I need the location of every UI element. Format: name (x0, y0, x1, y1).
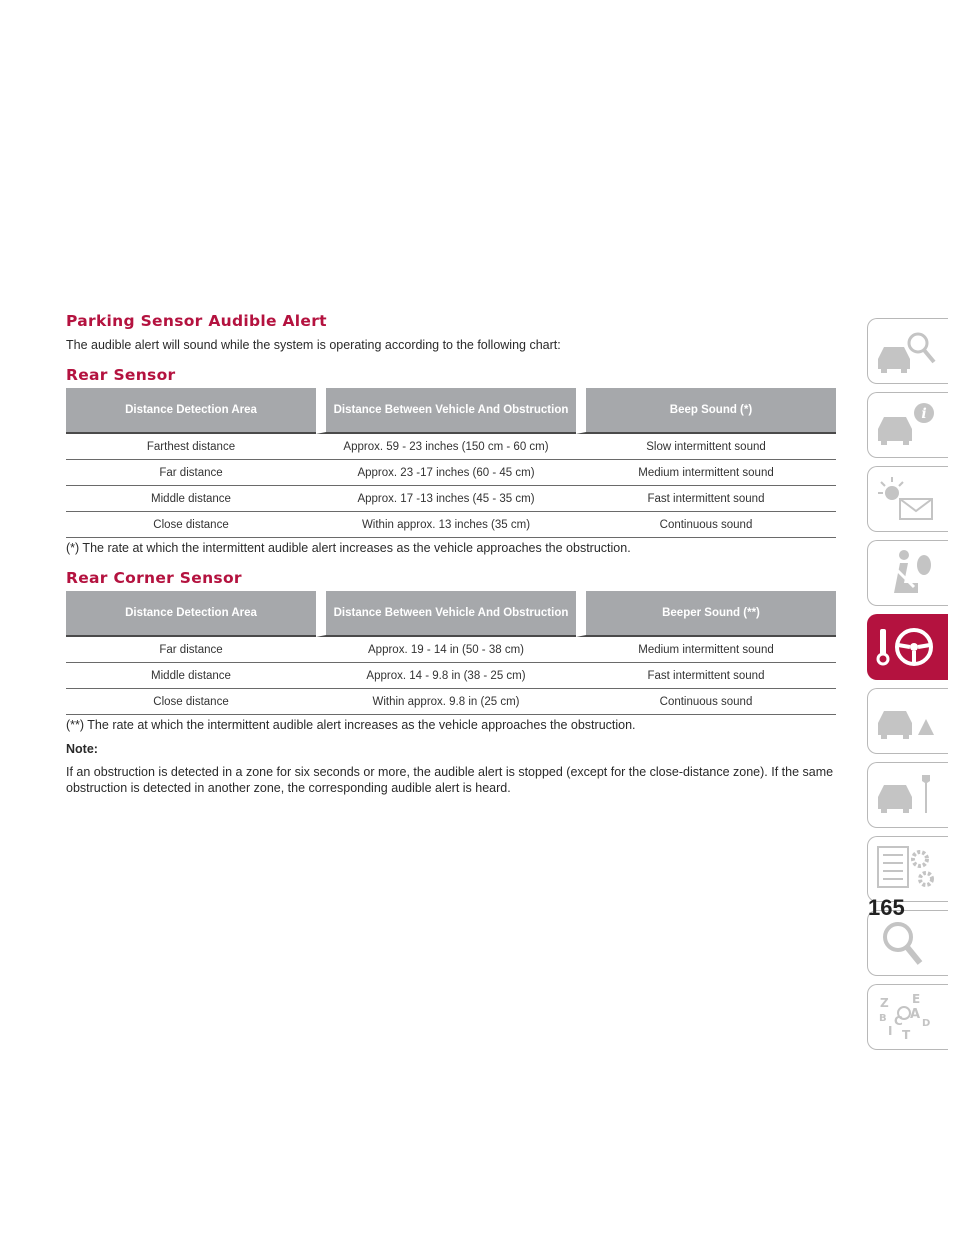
tab-starting-and-driving[interactable] (867, 614, 948, 680)
index-letter: T (902, 1028, 911, 1042)
rear-corner-sensor-footnote: (**) The rate at which the intermittent audible alert increases as the vehicle approaches the obstruction. (66, 718, 636, 732)
table-cell: Far distance (66, 460, 316, 486)
car-warning-icon (874, 695, 940, 747)
table-cell: Close distance (66, 512, 316, 538)
light-envelope-icon (874, 473, 940, 525)
column-header: Beeper Sound (**) (576, 591, 836, 637)
table-row (66, 460, 836, 486)
table-header-row (66, 591, 836, 637)
table-cell: Approx. 19 - 14 in (50 - 38 cm) (316, 637, 576, 663)
table-cell: Continuous sound (576, 512, 836, 538)
document-content (66, 312, 836, 796)
table-cell: Continuous sound (576, 689, 836, 715)
note-text: If an obstruction is detected in a zone for six seconds or more, the audible alert is stopped (except for the close-distance zone). If the same obstruction is detected in another zone, the corresponding audible alert is heard. (66, 765, 834, 795)
rear-corner-sensor-title: Rear Corner Sensor (66, 569, 242, 587)
tab-getting-to-know[interactable] (867, 392, 948, 458)
car-magnifier-icon (874, 325, 940, 377)
table-row (66, 434, 836, 460)
magnifier-icon (874, 917, 940, 969)
key-steering-wheel-icon (874, 621, 940, 673)
table-row (66, 512, 836, 538)
table-cell: Middle distance (66, 663, 316, 689)
tab-servicing-and-maintenance[interactable] (867, 762, 948, 828)
table-cell: Far distance (66, 637, 316, 663)
table-row (66, 486, 836, 512)
table-cell: Farthest distance (66, 434, 316, 460)
table-cell: Middle distance (66, 486, 316, 512)
intro-text: The audible alert will sound while the system is operating according to the following chart: (66, 338, 561, 352)
car-info-icon (874, 399, 940, 451)
column-header: Distance Detection Area (66, 388, 316, 434)
rear-sensor-title: Rear Sensor (66, 366, 176, 384)
page-number: 165 (868, 895, 905, 920)
index-letter: E (912, 992, 921, 1006)
index-letter: D (922, 1018, 931, 1029)
rear-sensor-footnote: (*) The rate at which the intermittent audible alert increases as the vehicle approaches the obstruction. (66, 541, 631, 555)
rear-corner-sensor-table (66, 591, 836, 715)
table-row (66, 663, 836, 689)
table-cell: Approx. 23 -17 inches (60 - 45 cm) (316, 460, 576, 486)
seat-airbag-icon (874, 547, 940, 599)
index-letter: B (879, 1013, 887, 1024)
table-cell: Close distance (66, 689, 316, 715)
list-gears-icon (874, 843, 940, 895)
tab-index[interactable] (867, 984, 948, 1050)
index-letters-icon (874, 991, 940, 1043)
table-cell: Approx. 59 - 23 inches (150 cm - 60 cm) (316, 434, 576, 460)
table-header-row (66, 388, 836, 434)
tab-in-case-of-emergency[interactable] (867, 688, 948, 754)
column-header: Distance Between Vehicle And Obstruction (316, 388, 576, 434)
column-header: Distance Between Vehicle And Obstruction (316, 591, 576, 637)
section-title: Parking Sensor Audible Alert (66, 312, 327, 330)
table-cell: Within approx. 9.8 in (25 cm) (316, 689, 576, 715)
table-cell: Within approx. 13 inches (35 cm) (316, 512, 576, 538)
table-cell: Fast intermittent sound (576, 663, 836, 689)
table-row (66, 689, 836, 715)
column-header: Beep Sound (*) (576, 388, 836, 434)
tab-warning-lights[interactable] (867, 466, 948, 532)
table-cell: Approx. 14 - 9.8 in (38 - 25 cm) (316, 663, 576, 689)
column-header: Distance Detection Area (66, 591, 316, 637)
index-letter: A (910, 1007, 921, 1022)
chapter-sidebar (867, 318, 948, 1058)
table-cell: Fast intermittent sound (576, 486, 836, 512)
svg-text:i: i (921, 406, 927, 422)
table-cell: Medium intermittent sound (576, 460, 836, 486)
index-letter: Z (880, 996, 889, 1010)
car-wrench-icon (874, 769, 940, 821)
table-cell: Approx. 17 -13 inches (45 - 35 cm) (316, 486, 576, 512)
tab-technical-specifications[interactable] (867, 836, 948, 902)
tab-instrument-panel[interactable] (867, 318, 948, 384)
note-label: Note: (66, 742, 98, 756)
tab-safety[interactable] (867, 540, 948, 606)
table-cell: Medium intermittent sound (576, 637, 836, 663)
index-letter: C (894, 1014, 903, 1028)
table-row (66, 637, 836, 663)
index-letter: I (888, 1024, 893, 1038)
rear-sensor-table (66, 388, 836, 538)
table-cell: Slow intermittent sound (576, 434, 836, 460)
